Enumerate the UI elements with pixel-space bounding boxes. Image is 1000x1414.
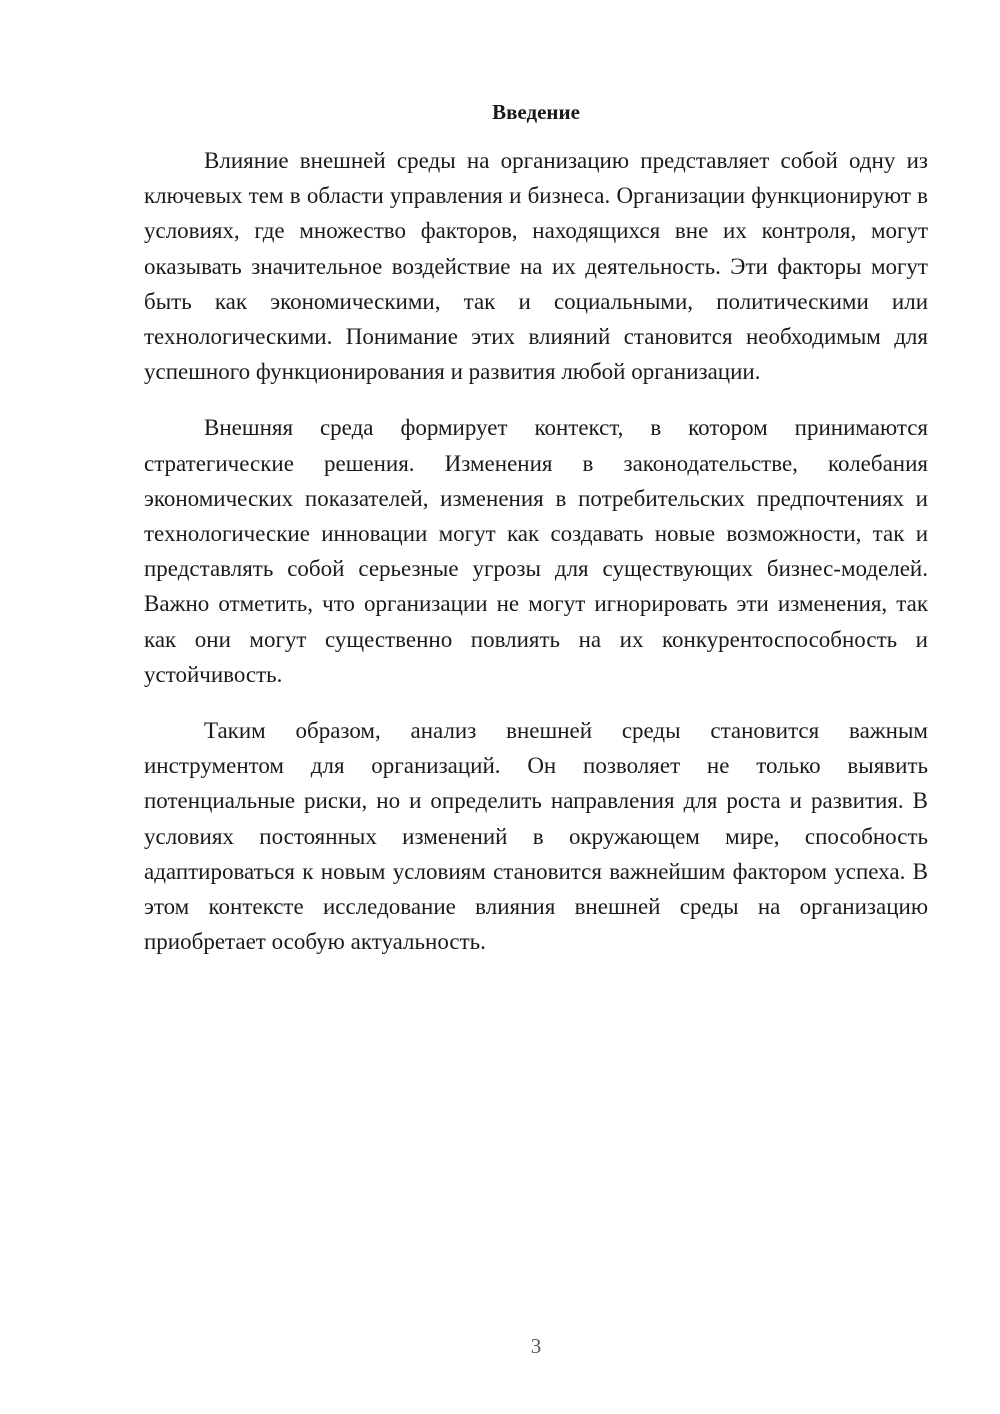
paragraph-1: Влияние внешней среды на организацию представляет собой одну из ключевых тем в области управления и бизнеса. Организации функционируют в условиях, где множество факторов, находящихся вне их контроля, могут оказывать значительное воздействие на их деятельность. Эти факторы могут быть как экономическими, так и социальными, политическими или технологическими. Понимание этих влияний становится необходимым для успешного функционирования и развития любой организации. <box>144 148 928 385</box>
paragraph-2: Внешняя среда формирует контекст, в котором принимаются стратегические решения. Изменения в законодательстве, колебания экономических показателей, изменения в потребительских предпочтениях и технологические инновации могут как создавать новые возможности, так и представлять собой серьезные угрозы для существующих бизнес-моделей. Важно отметить, что организации не могут игнорировать эти изменения, так как они могут существенно повлиять на их конкурентоспособность и устойчивость. <box>144 415 928 687</box>
page-number: 3 <box>530 1334 542 1358</box>
body-text <box>144 143 928 980</box>
paragraph-3: Таким образом, анализ внешней среды становится важным инструментом для организаций. Он позволяет не только выявить потенциальные риски, но и определить направления для роста и развития. В условиях постоянных изменений в окружающем мире, способность адаптироваться к новым условиям становится важнейшим фактором успеха. В этом контексте исследование влияния внешней среды на организацию приобретает особую актуальность. <box>144 718 928 955</box>
section-title: Введение <box>492 100 580 124</box>
